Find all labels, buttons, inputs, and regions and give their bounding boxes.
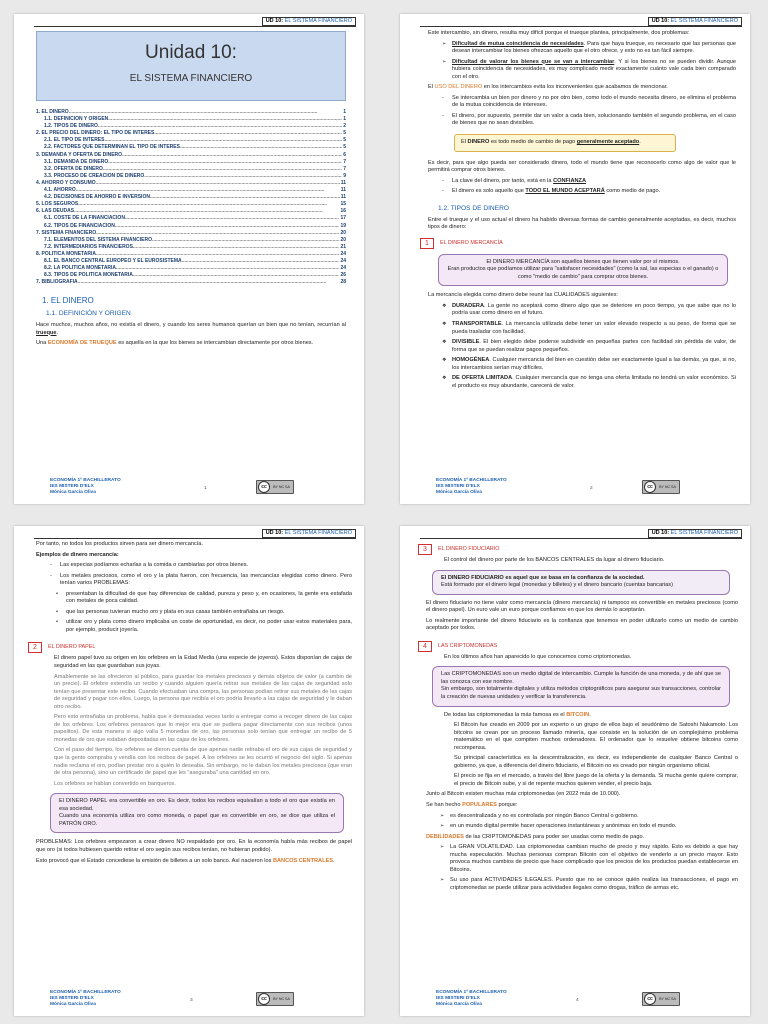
- toc-entry[interactable]: 7. SISTEMA FINANCIERO ..... 20: [36, 230, 346, 237]
- toc-entry[interactable]: 4.1. AHORRO ..... 11: [36, 187, 346, 194]
- paragraph: La mercancía elegida como dinero debe reunir las CUALIDADES siguientes:: [428, 292, 618, 299]
- list-item: - Las especias podíamos echarlas a la comida o cambiarlas por otros bienes.: [36, 562, 352, 570]
- subsection-heading: 1.1. DEFINICIÓN Y ORIGEN: [46, 310, 131, 318]
- unit-subtitle: EL SISTEMA FINANCIERO: [129, 72, 253, 84]
- list-item: - Los metales preciosos, como el oro y la plata fueron, con frecuencia, las mercancías elegidas como dinero. Pero tenían varios PROBLEMAS:: [36, 573, 352, 588]
- paragraph: El precio se fija en el mercado, a través del libre juego de la oferta y la demanda. Si mucha gente quiere comprar, el precio de Bitcoin sube, y si de repente muchos quieren vender, el precio baja.: [454, 773, 738, 787]
- paragraph: Con el paso del tiempo, los orfebres se dieron cuenta de que apenas nadie retiraba el oro de sus cajas de seguridad y que la gente compraba y vendía con los recibos de papel. A los orfebres se les ocurrió el negocio del siglo. Si apenas nadie reclama el oro, podían prestar oro a quién lo deseaba. Sin embargo, no le daban los metales preciosos (que eran de otra persona), sino un certificado de papel que les "aseguraba" una cantidad en oro.: [54, 747, 352, 777]
- list-item: - El dinero, por supuesto, permite dar un valor a cada bien, solucionando también el segundo problema, en el caso de bienes que no sean divisibles.: [428, 113, 736, 128]
- section-number: 4: [418, 641, 432, 652]
- definition-box: El DINERO MERCANCÍA son aquellos bienes que tienen valor por sí mismos. Eran productos que podíamos utilizar para "satisfacer necesidades" (como la sal, las especias o el ganado) o como "medio de cambio" para comprar otros bienes.: [438, 254, 728, 287]
- page-header: UD 10: EL SISTEMA FINANCIERO: [262, 529, 356, 538]
- toc-entry[interactable]: 7.2. INTERMEDIARIOS FINANCIEROS ..... 21: [36, 244, 346, 251]
- definition-box: Las CRIPTOMONEDAS son un medio digital de intercambio. Cumple la función de una moneda, y de ahí que se las conozca con ese nombre. Sin embargo, son totalmente digitales y utiliza métodos criptográficos para asegurar sus transacciones, controlar la creación de nuevas unidades y verificar la transferencia.: [432, 666, 730, 706]
- page-header: UD 10: EL SISTEMA FINANCIERO: [262, 17, 356, 26]
- list-item: ❖ DURADERA. La gente no aceptará como dinero algo que se deteriore en poco tiempo, ya que sabe que no lo podría usar como dinero en el futuro.: [428, 303, 736, 318]
- toc-entry[interactable]: 1.1. DEFINICIÓN Y ORIGEN ..... 1: [36, 116, 346, 123]
- paragraph: PROBLEMAS: Los orfebres empezaron a crear dinero NO respaldado por oro. En la economía había más recibos de papel que oro (si todos hubiesen querido retirar el oro según sus recibos tenían, no hubieran podido).: [36, 839, 352, 853]
- page-number: 1: [204, 485, 207, 491]
- paragraph: Los orfebres se habían convertido en banqueros.: [54, 780, 176, 787]
- list-item: ➢ en un mundo digital permite hacer operaciones instantáneas y anónimas en todo el mundo.: [426, 823, 738, 831]
- paragraph: Junto al Bitcoin existen muchas más criptomonedas (en 2022 más de 10.000).: [426, 791, 621, 798]
- list-item: ❖ DIVISIBLE. El bien elegido debe poderse subdividir en pequeñas partes con facilidad sin pérdida de valor, de forma que se puedan realizar pagos pequeños.: [428, 339, 736, 354]
- paragraph: Esto provocó que el Estado concediese la emisión de billetes a un solo banco. Así nacieron los BANCOS CENTRALES.: [36, 857, 335, 864]
- toc-entry[interactable]: 2. EL PRECIO DEL DINERO: EL TIPO DE INTERÉS ..... 5: [36, 130, 346, 137]
- toc-entry[interactable]: 2.1. EL TIPO DE INTERÉS ..... 5: [36, 137, 346, 144]
- paragraph: Es decir, para que algo pueda ser considerado dinero, todo el mundo tiene que reconocerlo como algo de valor que le permitirá comprar otros bienes.: [428, 159, 736, 174]
- paragraph: El USO DEL DINERO en los intercambios evita los inconvenientes que acabamos de mencionar.: [428, 84, 668, 91]
- toc-entry[interactable]: 5. LOS SEGUROS ..... 15: [36, 201, 346, 208]
- toc-entry[interactable]: 6.2. TIPOS DE FINANCIACIÓN ..... 19: [36, 223, 346, 230]
- paragraph: En los últimos años han aparecido lo que conocemos como criptomonedas.: [444, 653, 632, 660]
- document-page-1: [14, 14, 364, 504]
- toc-entry[interactable]: 1.2. TIPOS DE DINERO ..... 2: [36, 123, 346, 130]
- title-box: [36, 31, 346, 101]
- page-header: UD 10: EL SISTEMA FINANCIERO: [648, 529, 742, 538]
- toc-entry[interactable]: 8.3. TIPOS DE POLÍTICA MONETARIA ..... 26: [36, 272, 346, 279]
- document-page-3: [14, 526, 364, 1016]
- paragraph: Este intercambio, sin dinero, resulta muy difícil porque el trueque plantea, principalmente, dos problemas:: [428, 30, 690, 36]
- toc-entry[interactable]: 1. EL DINERO ..... 1: [36, 109, 346, 116]
- paragraph: El dinero papel tuvo su origen en los orfebres en la Edad Media (una especie de joyeros). Estos disponían de cajas de seguridad en las que guardaban sus joyas.: [54, 655, 352, 670]
- toc-entry[interactable]: 2.2. FACTORES QUE DETERMINAN EL TIPO DE INTERÉS ..... 5: [36, 144, 346, 151]
- toc-entry[interactable]: 8.2. LA POLÍTICA MONETARIA ..... 24: [36, 265, 346, 272]
- toc-entry[interactable]: 3.1. DEMANDA DE DINERO ..... 7: [36, 159, 346, 166]
- list-item: - El dinero es solo aquello que TODO EL MUNDO ACEPTARÁ como medio de pago.: [428, 188, 736, 196]
- paragraph: Amablemente se las ofrecieron al público, para guardar los metales preciosos y demás objetos de valor (a cambio de un precio). El orfebre extendía un recibo y cuando alguien quería retirar sus metales de las cajas de seguridad solo tenían que presentar este recibo. Cuando efectuaban una compra, las personas podían retirar sus metales de las cajas de seguridad y pagar con ellos. Luego, la persona que recibía el oro podría llevarlo a las cajas de seguridad y le daban otro recibo.: [54, 673, 352, 710]
- page-footer: ECONOMÍA 1º BACHILLERATO IES MISTERI D'ELX Mónica García Oliva: [50, 478, 121, 495]
- paragraph: Su principal característica es la descentralización, es decir, es independiente de cualquier Banco Central o gobierno, ya que, a diferencia del dinero fiduciario, el Bitcoin no es creado por ningún organismo oficial.: [454, 755, 738, 769]
- numbered-section-header: 1 EL DINERO MERCANCÍA: [420, 238, 736, 249]
- toc-entry[interactable]: 3. DEMANDA Y OFERTA DE DINERO ..... 6: [36, 152, 346, 159]
- document-page-4: [400, 526, 750, 1016]
- definition-box: El DINERO FIDUCIARIO es aquel que se basa en la confianza de la sociedad. Está formado por el dinero legal (monedas y billetes) y el dinero bancario (cuentas bancarias): [432, 570, 730, 595]
- list-item: • presentaban la dificultad de que hay diferencias de calidad, pureza y peso y, en ocasiones, la gente era estafada con metales de poca calidad.: [36, 591, 352, 606]
- paragraph: El dinero fiduciario no tiene valor como mercancía (dinero mercancía) ni tampoco es convertible en metales preciosos (como el dinero papel). Un euro vale un euro porque confiamos en que los demás lo aceptarán.: [426, 599, 738, 614]
- list-item: • que las personas tuvieran mucho oro y plata en sus casas también entrañaba un riesgo.: [36, 609, 352, 617]
- list-item: • utilizar oro y plata como dinero implicaba un coste de oportunidad, es decir, no poder usar estos materiales para, por ejemplo, producir joyería.: [36, 619, 352, 634]
- paragraph: Una ECONOMÍA DE TRUEQUE es aquella en la que los bienes se intercambian directamente por otros bienes.: [36, 340, 314, 347]
- paragraph: Ejemplos de dinero mercancía:: [36, 551, 119, 558]
- page-number: 3: [190, 997, 193, 1003]
- paragraph: Por tanto, no todos los productos sirven para ser dinero mercancía.: [36, 541, 203, 547]
- toc-entry[interactable]: 8. POLÍTICA MONETARIA ..... 24: [36, 251, 346, 258]
- paragraph: Lo realmente importante del dinero fiduciario es la confianza que tenemos en poder utilizarlo como un medio de cambio aceptado por todos.: [426, 617, 738, 632]
- paragraph: DEBILIDADES de las CRIPTOMONEDAS para poder ser usadas como medio de pago.: [426, 833, 645, 840]
- list-item: ❖ HOMOGÉNEA. Cualquier mercancía del bien en cuestión debe ser exactamente igual a las demás, ya que, si no, los intercambios serían muy difíciles.: [428, 357, 736, 372]
- list-item: ➢ Su uso para ACTIVIDADES ILEGALES. Puesto que no se conoce quién realiza las transacciones, el pago en criptomonedas se puede utilizar para actividades ilegales como drogas, tráfico de armas etc.: [426, 877, 738, 892]
- list-item: ➢ La GRAN VOLATILIDAD. Las criptomonedas cambian mucho de precio y muy rápido. Esto es debido a que hay mucha especulación. Muchas personas compran Bitcoin con el objetivo de venderlo a un precio mayor. Esto provoca muchos cambios de precio que hace complicado que los precios de los productos puedan establecerse en Bitcoins.: [426, 844, 738, 874]
- list-item: ❖ DE OFERTA LIMITADA. Cualquier mercancía que no tenga una oferta limitada no tendrá un valor económico. Si el producto es muy abundante, carecerá de valor.: [428, 375, 736, 390]
- page-number: 4: [576, 997, 579, 1003]
- cc-license-badge: cc BY NC SA: [642, 480, 680, 494]
- numbered-section-header: 2 EL DINERO PAPEL: [28, 642, 352, 653]
- section-number: 1: [420, 238, 434, 249]
- table-of-contents: [36, 109, 346, 286]
- paragraph: De todas las criptomonedas la más famosa es el BITCOIN.: [444, 711, 591, 718]
- page-footer: ECONOMÍA 1º BACHILLERATO IES MISTERI D'ELX Mónica García Oliva: [50, 990, 121, 1007]
- cc-license-badge: cc BY NC SA: [642, 992, 680, 1006]
- numbered-section-header: 4 LAS CRIPTOMONEDAS: [418, 641, 738, 652]
- qualities-list: [428, 303, 736, 390]
- toc-entry[interactable]: 7.1. ELEMENTOS DEL SISTEMA FINANCIERO ..... 20: [36, 237, 346, 244]
- unit-title: Unidad 10:: [145, 42, 237, 63]
- cc-license-badge: cc BY NC SA: [256, 992, 294, 1006]
- page-header: UD 10: EL SISTEMA FINANCIERO: [648, 17, 742, 26]
- list-item: ➢ es descentralizada y no es controlada por ningún Banco Central o gobierno.: [426, 813, 738, 821]
- toc-entry[interactable]: 3.2. OFERTA DE DINERO ..... 7: [36, 166, 346, 173]
- paragraph: Entre el trueque y el uso actual el dinero ha habido diversas formas de cambio generalmente aceptadas, es decir, muchos tipos de dinero:: [428, 216, 736, 231]
- toc-entry[interactable]: 4.2. DECISIONES DE AHORRO E INVERSIÓN ..... 11: [36, 194, 346, 201]
- page-footer: ECONOMÍA 1º BACHILLERATO IES MISTERI D'ELX Mónica García Oliva: [436, 990, 507, 1007]
- list-item: - Se intercambia un bien por dinero y no por otro bien, como todo el mundo necesita dinero, se elimina el problema de la mutua coincidencia de intereses.: [428, 95, 736, 110]
- numbered-section-header: 3 EL DINERO FIDUCIARIO: [418, 544, 738, 555]
- toc-entry[interactable]: 6. LAS DEUDAS ..... 16: [36, 208, 346, 215]
- paragraph: Pero esto entrañaba un problema, había que ir demasiadas veces tanto a entregar como a recoger dinero de las cajas de los orfebres. Los orfebres pensaron que lo mejor era que se pudiera pagar directamente con sus recibos (unos papelitos). De esta manera si algo valía 5 monedas de oro, las personas solo tenían que entregar un recibo de 5 monedas de oro que estaban depositadas en las cajas de los orfebres.: [54, 714, 352, 743]
- toc-entry[interactable]: 4. AHORRO Y CONSUMO ..... 11: [36, 180, 346, 187]
- toc-entry[interactable]: 3.3. PROCESO DE CREACIÓN DE DINERO ..... 9: [36, 173, 346, 180]
- list-item: ❖ TRANSPORTABLE. La mercancía utilizada debe tener un valor elevado respecto a su peso, de forma que se pueda trasladar con facilidad.: [428, 321, 736, 336]
- subsection-heading: 1.2. TIPOS DE DINERO: [438, 204, 509, 212]
- cc-license-badge: cc BY NC SA: [256, 480, 294, 494]
- section-heading: 1. EL DINERO: [42, 296, 94, 306]
- toc-entry[interactable]: 6.1. COSTE DE LA FINANCIACIÓN ..... 17: [36, 215, 346, 222]
- page-number: 2: [590, 485, 593, 491]
- list-item: - La clave del dinero, por tanto, está en la CONFIANZA: [428, 178, 736, 186]
- toc-entry[interactable]: 7. BIBLIOGRAFÍA ..... 28: [36, 279, 346, 286]
- definition-box: El DINERO es todo medio de cambio de pago generalmente aceptado.: [454, 134, 676, 152]
- paragraph: Hace muchos, muchos años, no existía el dinero, y cuando los seres humanos querían un bien que no tenían, recurrían al trueque.: [36, 322, 346, 336]
- list-item: ➢ Dificultad de mutua coincidencia de necesidades. Para que haya trueque, es necesario que las personas que desean intercambiar los bienes ofrezcan aquello que el otro ofrece, y esto no es tan fácil siempre.: [428, 41, 736, 56]
- paragraph: El control del dinero por parte de los BANCOS CENTRALES da lugar al dinero fiduciario.: [444, 557, 665, 563]
- document-page-2: [400, 14, 750, 504]
- toc-entry[interactable]: 8.1. EL BANCO CENTRAL EUROPEO Y EL EUROSISTEMA ..... 24: [36, 258, 346, 265]
- definition-box: El DINERO PAPEL era convertible en oro. Es decir, todos los recibos equivalían a todo el oro que existía en esa sociedad. Cuando una economía utiliza oro como moneda, o papel que es convertible en oro, se dice que utiliza el PATRÓN ORO.: [50, 793, 344, 833]
- paragraph: Se han hecho POPULARES porque:: [426, 802, 518, 809]
- paragraph: El Bitcoin fue creado en 2009 por un experto o un grupo de ellos bajo el seudónimo de Satoshi Nakamoto. Los bitcoins se crean por un proceso llamado minería, que consiste en la solución de un complejísimo problema matemático en el que compiten muchos ordenadores. El ordenador que lo resuelve obtiene bitcoins como recompensa.: [454, 722, 738, 751]
- section-number: 3: [418, 544, 432, 555]
- section-number: 2: [28, 642, 42, 653]
- page-footer: ECONOMÍA 1º BACHILLERATO IES MISTERI D'ELX Mónica García Oliva: [436, 478, 507, 495]
- list-item: ➢ Dificultad de valorar los bienes que se van a intercambiar. Y si los bienes no se pueden dividir. Aunque hubiera coincidencia de necesidades, es muy complicado medir exactamente cuánto vale cada bien comparado con el otro.: [428, 59, 736, 82]
